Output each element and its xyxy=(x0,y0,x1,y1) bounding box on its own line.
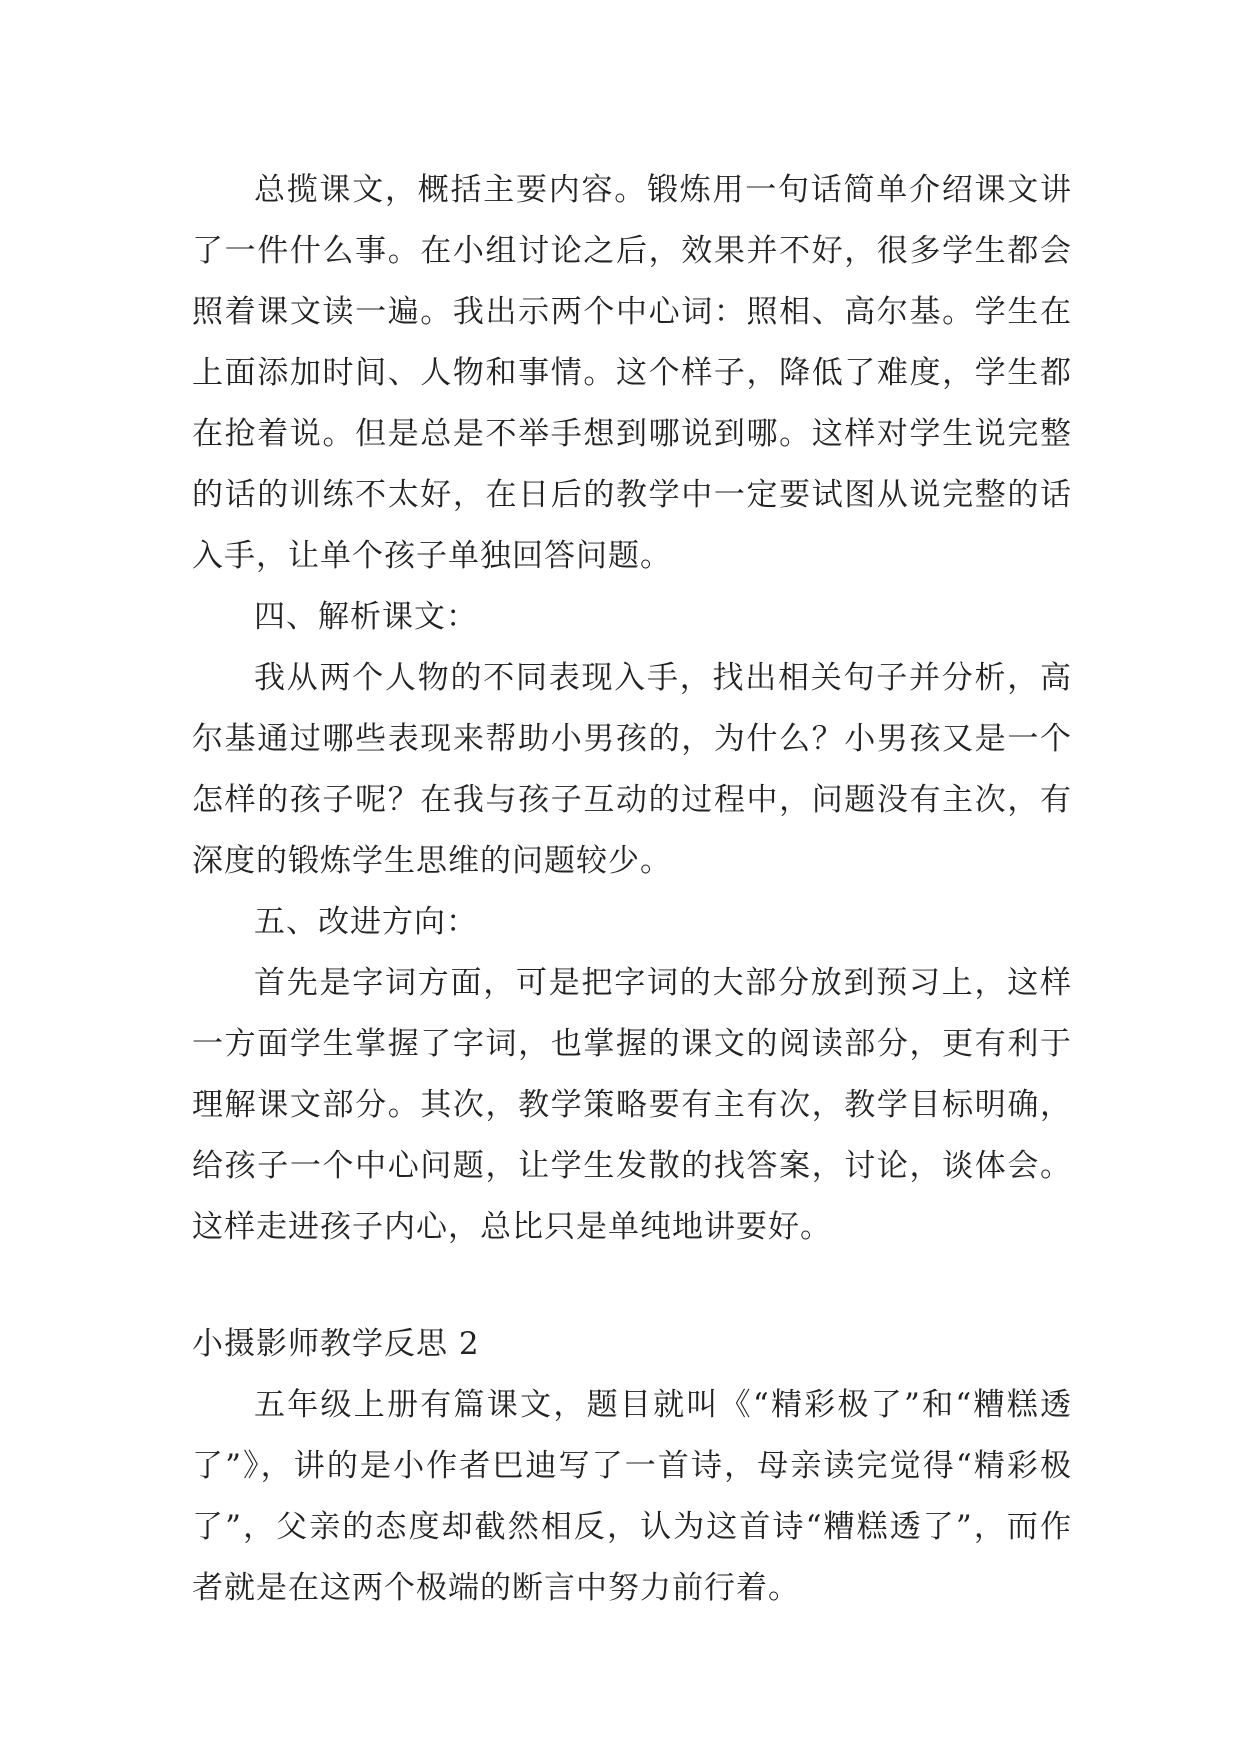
heading-improvement: 五、改进方向： xyxy=(254,904,478,940)
document-page xyxy=(192,160,1072,1619)
heading-analysis: 四、解析课文： xyxy=(254,599,478,635)
paragraph-analysis: 我从两个人物的不同表现入手，找出相关句子并分析，高尔基通过哪些表现来帮助小男孩的，为什么？小男孩又是一个怎样的孩子呢？在我与孩子互动的过程中，问题没有主次，有深度的锻炼学生思维的问题较少。 xyxy=(192,660,1072,879)
paragraph-improvement: 首先是字词方面，可是把字词的大部分放到预习上，这样一方面学生掌握了字词，也掌握的课文的阅读部分，更有利于理解课文部分。其次，教学策略要有主有次，教学目标明确，给孩子一个中心问题，让学生发散的找答案，讨论，谈体会。这样走进孩子内心，总比只是单纯地讲要好。 xyxy=(192,965,1072,1245)
paragraph-section2: 五年级上册有篇课文，题目就叫《“精彩极了”和“糟糕透了”》，讲的是小作者巴迪写了一首诗，母亲读完觉得“精彩极了”，父亲的态度却截然相反，认为这首诗“糟糕透了”，而作者就是在这两个极端的断言中努力前行着。 xyxy=(192,1387,1072,1606)
paragraph-summary: 总揽课文，概括主要内容。锻炼用一句话简单介绍课文讲了一件什么事。在小组讨论之后，效果并不好，很多学生都会照着课文读一遍。我出示两个中心词：照相、高尔基。学生在上面添加时间、人物和事情。这个样子，降低了难度，学生都在抢着说。但是总是不举手想到哪说到哪。这样对学生说完整的话的训练不太好，在日后的教学中一定要试图从说完整的话入手，让单个孩子单独回答问题。 xyxy=(192,172,1072,574)
section-title: 小摄影师教学反思 2 xyxy=(192,1326,480,1362)
